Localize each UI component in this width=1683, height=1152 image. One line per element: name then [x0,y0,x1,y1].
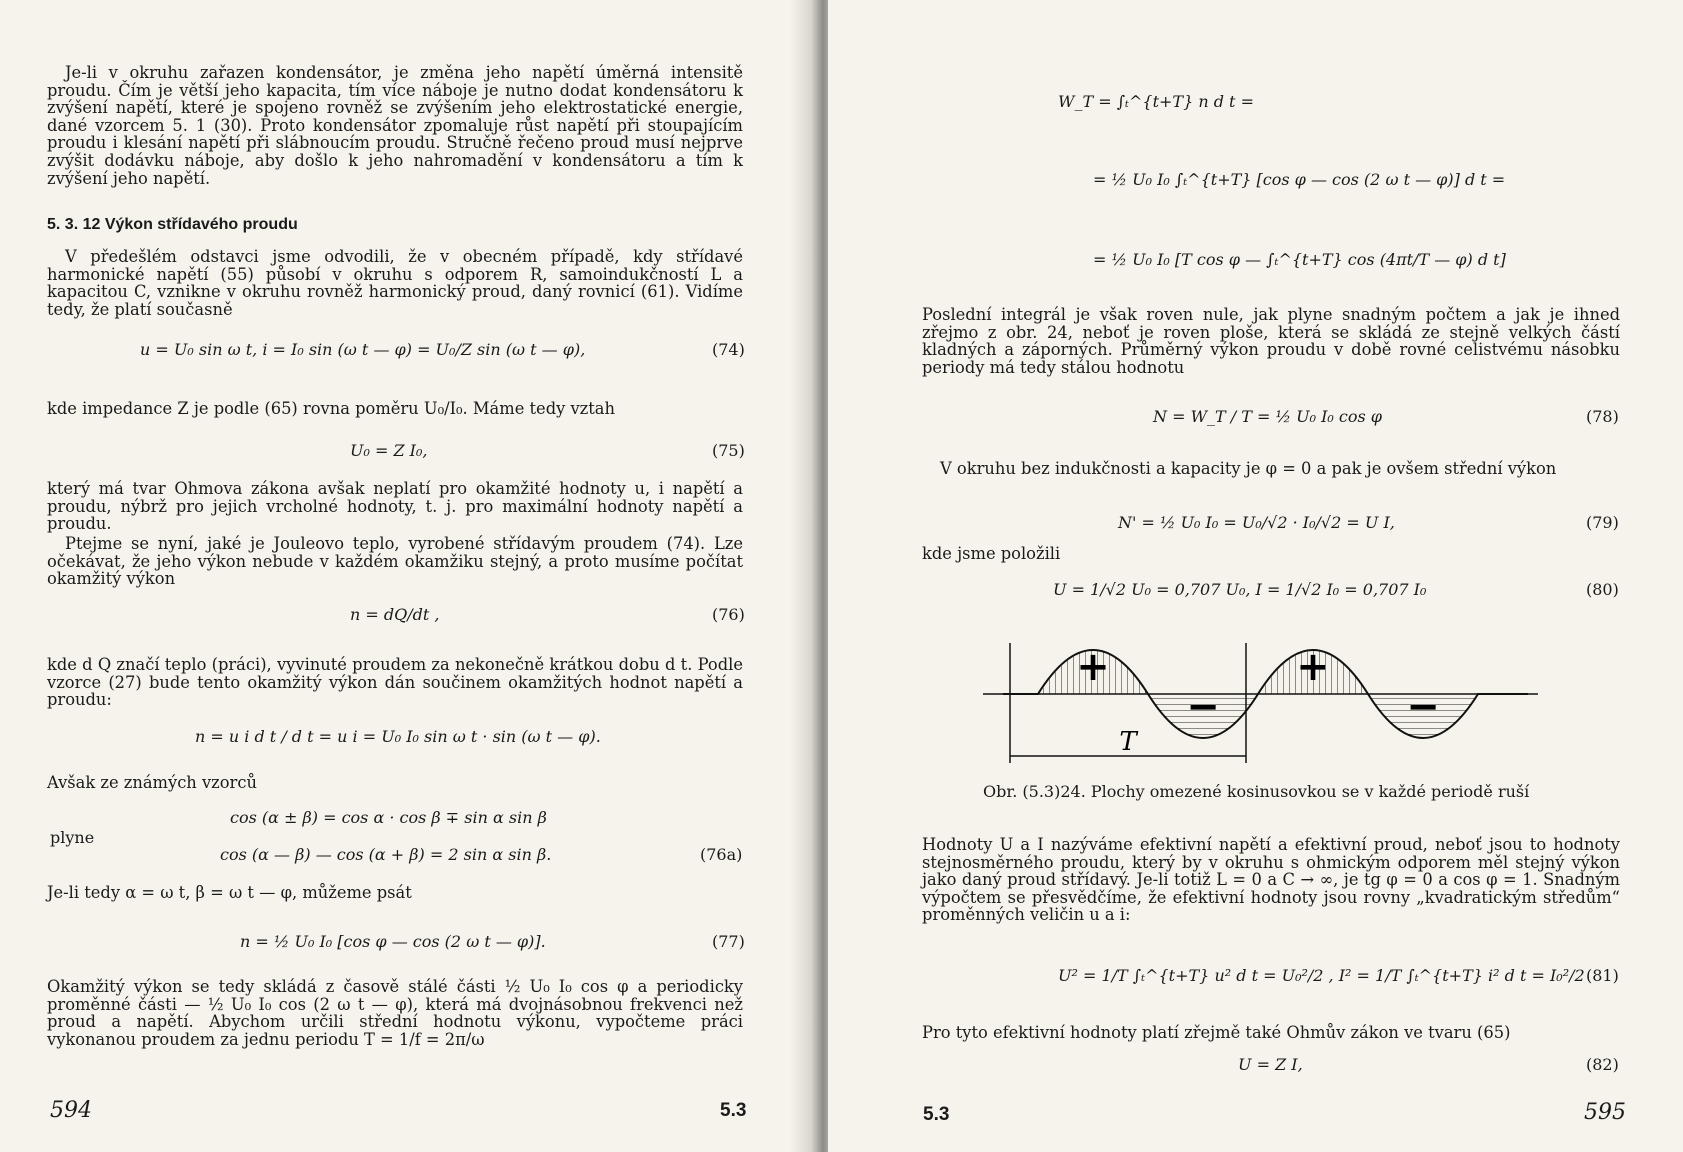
paragraph-2-text: kde impedance Z je podle (65) rovna poměru U₀/I₀. Máme tedy vztah [47,399,615,418]
paragraph-5 [47,656,743,709]
section-mark-left: 5.3 [720,1100,747,1121]
right-paragraph-4-text: Hodnoty U a I nazýváme efektivní napětí a efektivní proud, neboť jsou to hodnoty stejnosměrného proudu, který by v okruhu s ohmickým odporem měl stejný výkon jako daný proud střídavý. Je-li totiž L = 0 a C → ∞, je tg φ = 0 a cos φ = 1. Snadným výpočtem se přesvědčíme, že efektivní hodnoty jsou rovny „kvadratickým středům“ proměnných veličin u a i: [922,835,1620,925]
equation-77: n = ½ U₀ I₀ [cos φ — cos (2 ω t — φ)]. [240,932,546,951]
cosine-area-figure [983,638,1543,773]
equation-76a-number: (76a) [700,845,743,864]
equation-76: n = dQ/dt , [350,605,440,624]
right-paragraph-1-text: Poslední integrál je však roven nule, jak plyne snadným počtem a jak je ihned zřejmo z obr. 24, neboť je roven ploše, která se skládá ze stejně velkých částí kladných a záporných. Průměrný výkon proudu v době rovné celistvému násobku periody má tedy stálou hodnotu [922,305,1620,377]
equation-74-number: (74) [712,340,745,359]
paragraph-4 [47,535,743,588]
equation-75-number: (75) [712,441,745,460]
equation-75: U₀ = Z I₀, [350,441,428,460]
equation-wt-1: W_T = ∫ₜ^{t+T} n d t = [1058,92,1254,111]
intro-text: Je-li v okruhu zařazen kondensátor, je změna jeho napětí úměrná intensitě proudu. Čím je větší jeho kapacita, tím více náboje je nutno dodat kondensátoru k zvýšení napětí, které je spojeno rovněž se zvýšením jeho elektrostatické energie, dané vzorcem 5. 1 (30). Proto kondensátor zpomaluje růst napětí při stoupajícím proudu i klesání napětí při slábnoucím proudu. Stručně řečeno proud musí nejprve zvýšit dodávku náboje, aby došlo k jeho nahromadění v kondensátoru a tím k zvýšení jeho napětí. [47,63,743,188]
equation-78: N = W_T / T = ½ U₀ I₀ cos φ [1153,407,1382,426]
figure-caption: Obr. (5.3)24. Plochy omezené kosinusovkou se v každé periodě ruší [983,782,1530,801]
left-page [0,0,820,1152]
right-paragraph-1 [922,306,1620,376]
equation-79: N' = ½ U₀ I₀ = U₀/√2 · I₀/√2 = U I, [1118,513,1395,532]
right-paragraph-2 [922,460,1620,478]
equation-81-number: (81) [1586,966,1619,985]
equation-81: U² = 1/T ∫ₜ^{t+T} u² d t = U₀²/2 , I² = 1/T ∫ₜ^{t+T} i² d t = I₀²/2 [1058,966,1585,985]
equation-77-number: (77) [712,932,745,951]
paragraph-8 [47,978,743,1048]
equation-80-number: (80) [1586,580,1619,599]
right-page [828,0,1683,1152]
page-number-left: 594 [50,1098,92,1123]
paragraph-2 [47,400,743,418]
equation-82: U = Z I, [1238,1055,1303,1074]
right-paragraph-5 [922,1024,1620,1042]
section-heading: 5. 3. 12 Výkon střídavého proudu [47,216,298,233]
right-paragraph-3 [922,545,1620,563]
equation-n: n = u i d t / d t = u i = U₀ I₀ sin ω t · sin (ω t — φ). [195,727,601,746]
figure-minus-2: − [1406,684,1440,730]
right-paragraph-2-text: V okruhu bez indukčnosti a kapacity je φ = 0 a pak je ovšem střední výkon [940,459,1557,478]
equation-74: u = U₀ sin ω t, i = I₀ sin (ω t — φ) = U₀/Z sin (ω t — φ), [140,340,586,359]
equation-80: U = 1/√2 U₀ = 0,707 U₀, I = 1/√2 I₀ = 0,707 I₀ [1053,580,1427,599]
paragraph-7 [47,884,743,902]
paragraph-3-text: který má tvar Ohmova zákona avšak neplatí pro okamžité hodnoty u, i napětí a proudu, nýbrž pro jejich vrcholné hodnoty, t. j. pro maximální hodnoty napětí a proudu. [47,479,743,534]
right-paragraph-5-text: Pro tyto efektivní hodnoty platí zřejmě také Ohmův zákon ve tvaru (65) [922,1023,1511,1042]
paragraph-1 [47,248,743,318]
equation-79-number: (79) [1586,513,1619,532]
equation-cos-sum: cos (α ± β) = cos α · cos β ∓ sin α sin β [230,808,547,827]
paragraph-7-text: Je-li tedy α = ω t, β = ω t — φ, můžeme psát [47,883,412,902]
paragraph-6 [47,774,743,792]
paragraph-5-text: kde d Q značí teplo (práci), vyvinuté proudem za nekonečně krátkou dobu d t. Podle vzorce (27) bude tento okamžitý výkon dán součinem okamžitých hodnot napětí a proudu: [47,655,743,710]
section-mark-right: 5.3 [923,1104,950,1125]
paragraph-6-text: Avšak ze známých vzorců [47,773,257,792]
right-paragraph-4 [922,836,1620,924]
page-number-right: 595 [1584,1100,1626,1125]
figure-plus-2: + [1296,644,1330,690]
figure-plus-1: + [1076,644,1110,690]
equation-78-number: (78) [1586,407,1619,426]
paragraph-4-text: Ptejme se nyní, jaké je Jouleovo teplo, vyrobené střídavým proudem (74). Lze očekávat, že jeho výkon nebude v každém okamžiku stejný, a proto musíme počítat okamžitý výkon [47,534,743,589]
figure-minus-1: − [1186,684,1220,730]
paragraph-8-text: Okamžitý výkon se tedy skládá z časově stálé části ½ U₀ I₀ cos φ a periodicky proměnné části — ½ U₀ I₀ cos (2 ω t — φ), která má dvojnásobnou frekvenci než proud a napětí. Abychom určili střední hodnotu výkonu, vypočteme práci vykonanou proudem za jednu periodu T = 1/f = 2π/ω [47,977,743,1049]
equation-82-number: (82) [1586,1055,1619,1074]
figure-period-label: T [1119,727,1137,757]
paragraph-3 [47,480,743,533]
equation-wt-3: = ½ U₀ I₀ [T cos φ — ∫ₜ^{t+T} cos (4πt/T — φ) d t] [1093,250,1506,269]
right-paragraph-3-text: kde jsme položili [922,544,1061,563]
equation-76-number: (76) [712,605,745,624]
intro-paragraph [47,64,743,187]
equation-wt-2: = ½ U₀ I₀ ∫ₜ^{t+T} [cos φ — cos (2 ω t — φ)] d t = [1093,170,1506,189]
paragraph-1-text: V předešlém odstavci jsme odvodili, že v obecném případě, kdy střídavé harmonické napětí (55) působí v okruhu s odporem R, samoindukčností L a kapacitou C, vznikne v okruhu rovněž harmonický proud, daný rovnicí (61). Vidíme tedy, že platí současně [47,247,743,319]
equation-cos-diff: cos (α — β) — cos (α + β) = 2 sin α sin β. [220,845,552,864]
plyne-label: plyne [50,828,95,847]
